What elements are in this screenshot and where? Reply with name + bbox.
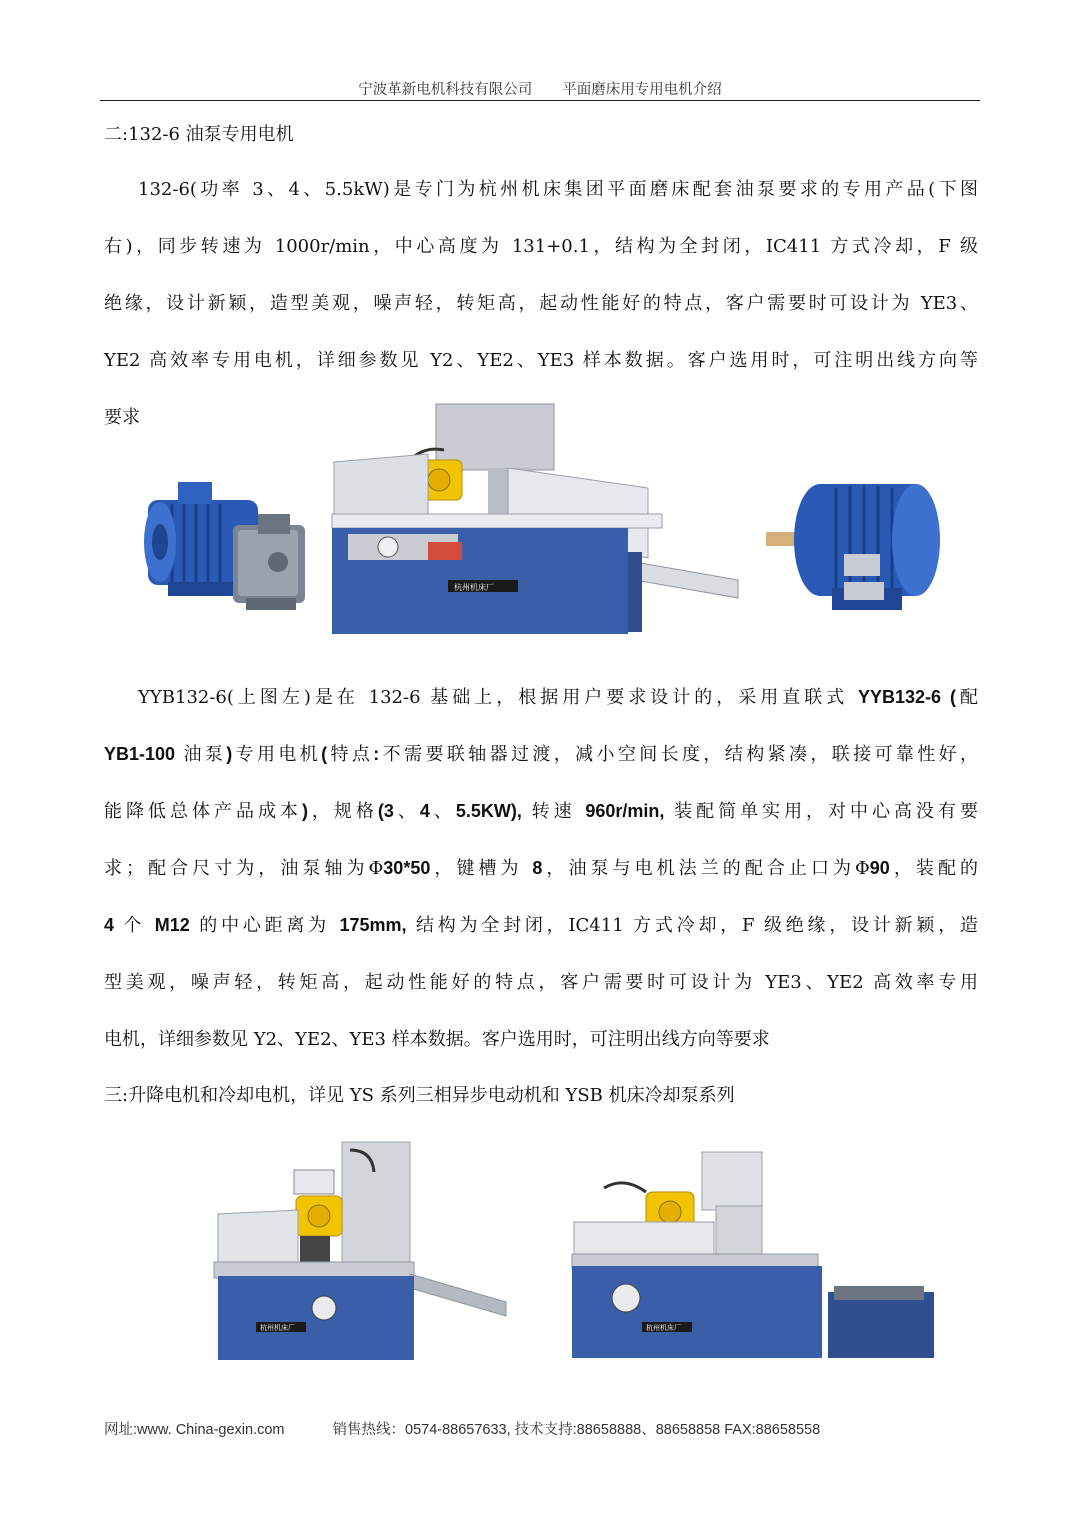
section3-title: 三:升降电机和冷却电机，详见 YS 系列三相异步电动机和 YSB 机床冷却泵系列 [104, 1085, 735, 1106]
section2-title: 二:132-6 油泵专用电机 [104, 124, 294, 145]
p2-line-1: YYB132-6(上图左)是在 132-6 基础上，根据用户要求设计的，采用直联式 YYB132-6 (配 [138, 687, 978, 708]
surface-grinder-image-right [566, 1148, 938, 1363]
page-footer [104, 1418, 820, 1439]
yyb-paragraph [104, 669, 978, 1068]
page-header [100, 78, 980, 99]
footer-website: 网址:www. China-gexin.com [104, 1422, 285, 1438]
p1-line-2: 右)，同步转速为 1000r/min，中心高度为 131+0.1，结构为全封闭，IC411 方式冷却，F 级 [104, 236, 978, 257]
header-company: 宁波革新电机科技有限公司 [358, 82, 533, 98]
machine-plate-bottom-left: 杭州机床厂 [260, 1324, 295, 1332]
p1-line-1: 132-6(功率 3、4、5.5kW)是专门为杭州机床集团平面磨床配套油泵要求的专用产品(下图 [138, 179, 978, 200]
surface-grinder-image-top [328, 402, 740, 642]
p2-line-2: YB1-100 油泵)专用电机(特点:不需要联轴器过渡，减小空间长度，结构紧凑，联接可靠性好， [104, 744, 979, 765]
p1-line-4: YE2 高效率专用电机，详细参数见 Y2、YE2、YE3 样本数据。客户选用时，可注明出线方向等 [104, 350, 978, 371]
p2-line-6: 型美观，噪声轻，转矩高，起动性能好的特点，客户需要时可设计为 YE3、YE2 高效率专用 [104, 972, 978, 993]
p2-line-5: 4 个 M12 的中心距离为 175mm, 结构为全封闭，IC411 方式冷却，F 级绝缘，设计新颖，造 [104, 915, 978, 936]
p1-line-3: 绝缘，设计新颖，造型美观，噪声轻，转矩高，起动性能好的特点，客户需要时可设计为 YE3、 [104, 293, 978, 314]
header-divider [100, 100, 980, 101]
p2-line-3: 能降低总体产品成本)，规格(3、4、5.5KW), 转速 960r/min, 装配简单实用，对中心高没有要 [104, 801, 978, 822]
footer-contact: 销售热线：0574-88657633, 技术支持:88658888、88658858 FAX:88658558 [332, 1422, 821, 1438]
p2-line-4: 求；配合尺寸为，油泵轴为Φ30*50，键槽为 8，油泵与电机法兰的配合止口为Φ90，装配的 [104, 858, 979, 879]
surface-grinder-image-left [200, 1140, 510, 1365]
motor-132-6-image [766, 470, 946, 620]
machine-plate-top: 杭州机床厂 [454, 583, 494, 592]
yyb-motor-pump-image [138, 470, 318, 625]
p1-line-5: 要求 [104, 407, 140, 428]
p2-line-7: 电机，详细参数见 Y2、YE2、YE3 样本数据。客户选用时，可注明出线方向等要求 [104, 1029, 770, 1050]
machine-plate-bottom-right: 杭州机床厂 [646, 1324, 681, 1332]
header-subject: 平面磨床用专用电机介绍 [562, 82, 722, 98]
